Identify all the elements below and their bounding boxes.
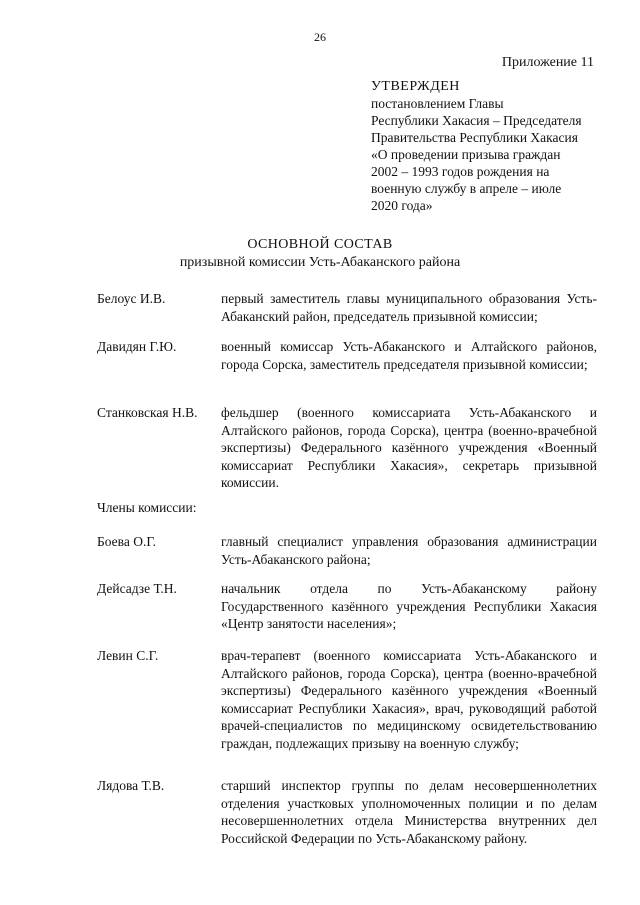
member-role: фельдшер (военного комиссариата Усть-Абаканского и Алтайского районов, города Сорска), центра (военно-врачебной экспертизы) Федерального казённого учреждения «Военный комиссариат Республики Хакасия», секретарь призывной комиссии. xyxy=(221,405,597,490)
member-name: Лядова Т.В. xyxy=(97,778,165,793)
approval-line: «О проведении призыва граждан xyxy=(371,147,561,162)
member-role: врач-терапевт (военного комиссариата Усть-Абаканского и Алтайского районов, города Сорска), центра (военно-врачебной экспертизы) Федерального казённого учреждения «Военный комиссариат Республики Хакасия», врач, руководящий работой врачей-специалистов по медицинскому освидетельствованию граждан, подлежащих призыву на военную службу; xyxy=(221,648,597,751)
member-name: Белоус И.В. xyxy=(97,291,166,306)
approval-line: военную службу в апреле – июле xyxy=(371,181,562,196)
document-title xyxy=(0,236,640,272)
title-line-1: ОСНОВНОЙ СОСТАВ xyxy=(247,237,393,252)
approval-line: постановлением Главы xyxy=(371,96,504,111)
approval-heading: УТВЕРЖДЕН xyxy=(371,79,460,94)
member-name: Дейсадзе Т.Н. xyxy=(97,581,177,596)
members-heading: Члены комиссии: xyxy=(97,500,197,515)
member-name: Боева О.Г. xyxy=(97,534,157,549)
approval-line: Республики Хакасия – Председателя xyxy=(371,113,582,128)
approval-block xyxy=(371,78,611,214)
approval-line: 2020 года» xyxy=(371,198,433,213)
member-name: Давидян Г.Ю. xyxy=(97,339,177,354)
approval-line: Правительства Республики Хакасия xyxy=(371,130,578,145)
member-role: главный специалист управления образования администрации Усть-Абаканского района; xyxy=(221,534,597,567)
member-role: первый заместитель главы муниципального образования Усть-Абаканский район, председатель призывной комиссии; xyxy=(221,291,597,324)
member-role: военный комиссар Усть-Абаканского и Алтайского районов, города Сорска, заместитель председателя призывной комиссии; xyxy=(221,339,597,372)
appendix-label: Приложение 11 xyxy=(501,55,594,70)
member-role: старший инспектор группы по делам несовершеннолетних отделения участковых уполномоченных полиции и по делам несовершеннолетних отдела Министерства внутренних дел Российской Федерации по Усть-Абаканскому району. xyxy=(221,778,597,846)
page-number: 26 xyxy=(314,30,326,44)
member-name: Станковская Н.В. xyxy=(97,405,198,420)
title-line-2: призывной комиссии Усть-Абаканского района xyxy=(179,255,461,270)
member-role: начальник отдела по Усть-Абаканскому району Государственного казённого учреждения Республики Хакасия «Центр занятости населения»; xyxy=(221,581,597,631)
member-name: Левин С.Г. xyxy=(97,648,159,663)
approval-line: 2002 – 1993 годов рождения на xyxy=(371,164,550,179)
